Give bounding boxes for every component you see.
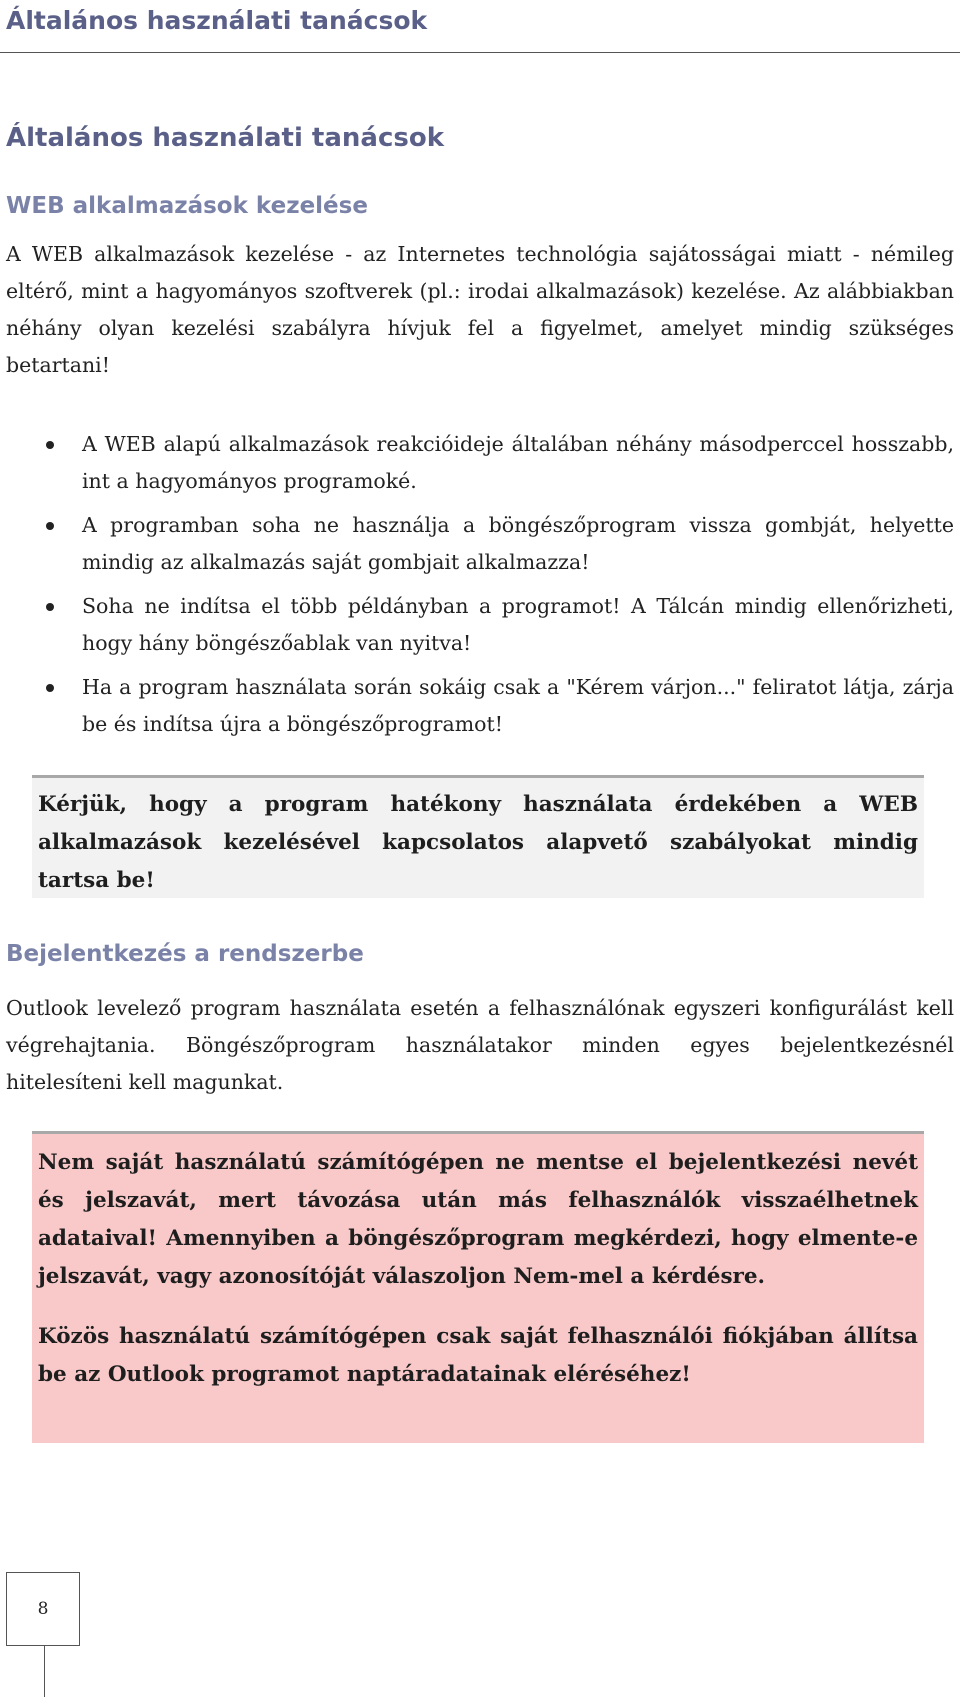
page-number: 8 [37,1599,49,1619]
bullet-icon [46,603,54,611]
list-item [6,588,954,661]
list-item [6,507,954,580]
header-rule [0,52,960,53]
running-header: Általános használati tanácsok [6,6,428,35]
notice-text: Kérjük, hogy a program hatékony használata érdekében a WEB alkalmazások kezelésével kapcsolatos alapvető szabályokat mindig tartsa be! [38,792,918,893]
warning-box [32,1131,924,1443]
list-item [6,669,954,742]
bullet-icon [46,441,54,449]
warning-text-2: Közös használatú számítógépen csak saját felhasználói fiókjában állítsa be az Outlook programot naptáradatainak eléréséhez! [38,1324,918,1387]
notice-box [32,775,924,898]
web-apps-rules-list [6,426,954,750]
list-item-text: A WEB alapú alkalmazások reakcióideje általában néhány másodperccel hosszabb, int a hagyományos programoké. [82,432,954,493]
section-title: Általános használati tanácsok [6,123,445,153]
page-number-box [6,1572,80,1646]
list-item-text: Soha ne indítsa el több példányban a programot! A Tálcán mindig ellenőrizheti, hogy hány böngészőablak van nyitva! [82,594,954,655]
login-heading: Bejelentkezés a rendszerbe [6,941,364,967]
warning-text-1: Nem saját használatú számítógépen ne mentse el bejelentkezési nevét és jelszavát, mert távozása után más felhasználók visszaélhetnek adataival! Amennyiben a böngészőprogram megkérdezi, hogy elmente-e jelszavát, vagy azonosítóját válaszoljon Nem-mel a kérdésre. [38,1150,918,1289]
web-apps-heading: WEB alkalmazások kezelése [6,193,368,219]
list-item-text: Ha a program használata során sokáig csak a "Kérem várjon..." feliratot látja, zárja be és indítsa újra a böngészőprogramot! [82,675,954,736]
list-item-text: A programban soha ne használja a böngészőprogram vissza gombját, helyette mindig az alkalmazás saját gombjait alkalmazza! [82,513,954,574]
list-item [6,426,954,499]
bullet-icon [46,684,54,692]
login-intro: Outlook levelező program használata esetén a felhasználónak egyszeri konfigurálást kell végrehajtania. Böngészőprogram használatakor minden egyes bejelentkezésnél hitelesíteni kell magunkat. [6,996,954,1094]
web-apps-intro: A WEB alkalmazások kezelése - az Internetes technológia sajátosságai miatt - némileg eltérő, mint a hagyományos szoftverek (pl.: irodai alkalmazások) kezelése. Az alábbiakban néhány olyan kezelési szabályra hívjuk fel a figyelmet, amelyet mindig szükséges betartani! [6,242,954,377]
bullet-icon [46,522,54,530]
page-number-stem [44,1646,45,1697]
